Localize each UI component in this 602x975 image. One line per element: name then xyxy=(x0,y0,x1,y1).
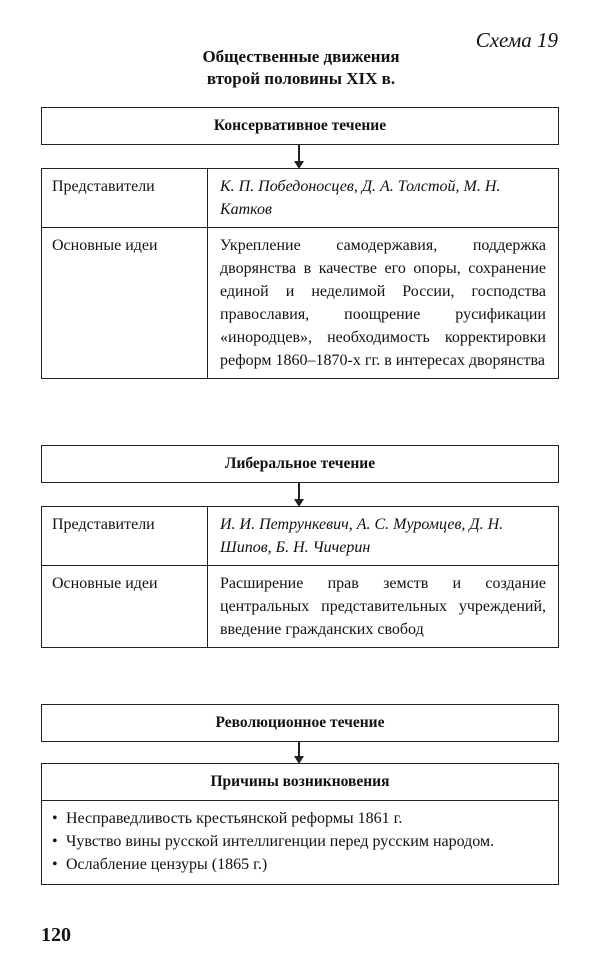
revolutionary-causes-box xyxy=(41,763,559,885)
conservative-representatives: К. П. Победоносцев, Д. А. Толстой, М. Н. Катков xyxy=(220,178,501,218)
liberal-ideas-label: Основные идеи xyxy=(42,565,208,647)
liberal-arrow-icon xyxy=(298,483,300,505)
scheme-label: Схема 19 xyxy=(475,28,558,52)
cause-text: Чувство вины русской интеллигенции перед русским народом. xyxy=(66,833,495,850)
revolutionary-arrow-icon xyxy=(298,742,300,762)
liberal-table xyxy=(41,506,559,648)
liberal-header xyxy=(41,445,559,483)
conservative-arrow-icon xyxy=(298,145,300,167)
conservative-ideas-label: Основные идеи xyxy=(42,227,208,378)
causes-header xyxy=(42,764,558,801)
revolutionary-header xyxy=(41,704,559,742)
revolutionary-header-label: Революционное течение xyxy=(215,714,385,731)
conservative-ideas: Укрепление самодержавия, поддержка дворянства в качестве его опоры, сохранение единой и неделимой России, господства православия, поощрение русификации «инородцев», необходимость корректировки реформ 1860–1870-х гг. в интересах дворянства xyxy=(208,227,558,378)
cause-text: Несправедливость крестьянской реформы 1861 г. xyxy=(66,810,403,827)
bullet-icon: • xyxy=(52,833,58,850)
bullet-icon: • xyxy=(52,856,58,873)
conservative-header-label: Консервативное течение xyxy=(213,117,387,134)
page-title-line-2: второй половины XIX в. xyxy=(206,69,396,88)
page-title xyxy=(0,46,602,90)
page-number: 120 xyxy=(41,924,71,946)
list-item xyxy=(52,853,548,876)
liberal-header-label: Либеральное течение xyxy=(224,455,376,472)
conservative-representatives-label: Представители xyxy=(42,169,208,227)
conservative-table xyxy=(41,168,559,379)
liberal-ideas: Расширение прав земств и создание центральных представительных учреждений, введение гражданских свобод xyxy=(208,565,558,647)
page-title-line-1: Общественные движения xyxy=(202,47,400,66)
causes-list xyxy=(42,801,558,884)
list-item xyxy=(52,830,548,853)
bullet-icon: • xyxy=(52,810,58,827)
conservative-header xyxy=(41,107,559,145)
list-item xyxy=(52,807,548,830)
cause-text: Ослабление цензуры (1865 г.) xyxy=(66,856,268,873)
causes-header-label: Причины возникновения xyxy=(210,773,390,790)
liberal-representatives-label: Представители xyxy=(42,507,208,565)
liberal-representatives: И. И. Петрункевич, А. С. Муромцев, Д. Н. Шипов, Б. Н. Чичерин xyxy=(220,516,504,556)
